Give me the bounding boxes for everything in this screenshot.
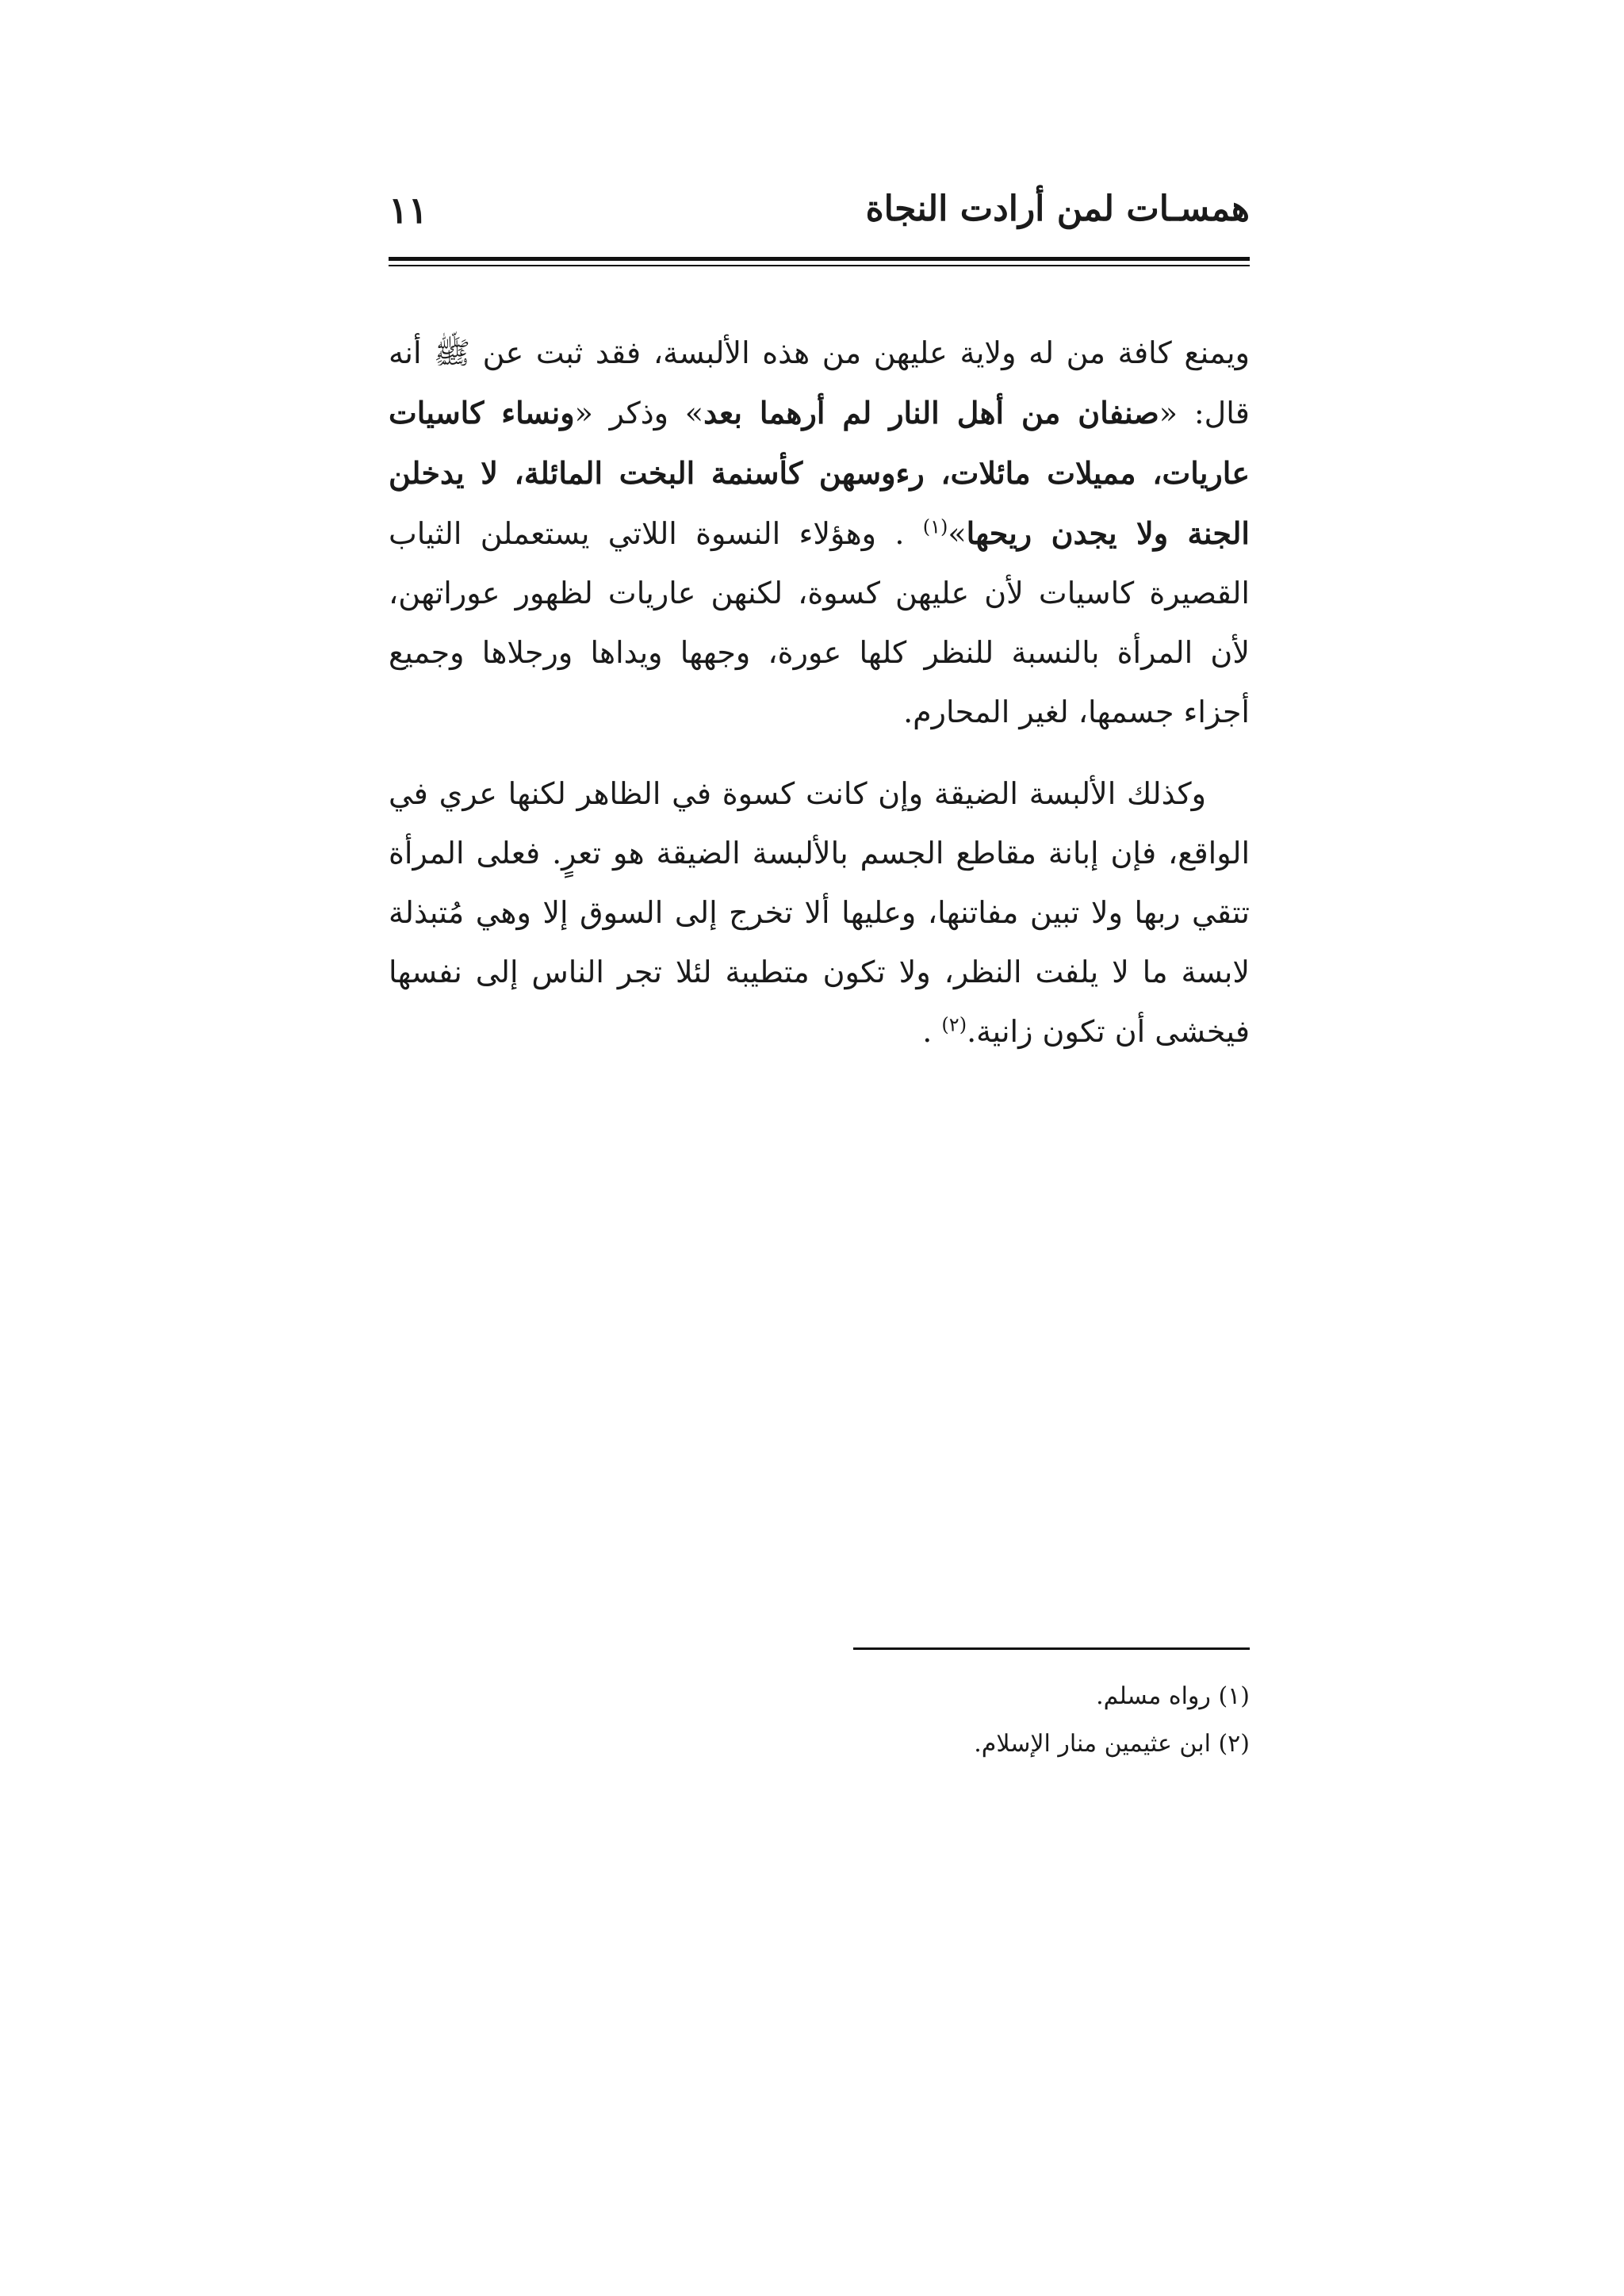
- paragraph-2-end: .: [922, 1014, 942, 1049]
- page-header: [389, 181, 1250, 260]
- paragraph-1: [389, 323, 1250, 742]
- paragraph-2: [389, 764, 1250, 1062]
- paragraph-2-text: وكذلك الألبسة الضيقة وإن كانت كسوة في الظاهر لكنها عري في الواقع، فإن إبانة مقاطع الجسم بالألبسة الضيقة هو تعرٍ. فعلى المرأة تتقي ربها ولا تبين مفاتنها، وعليها ألا تخرج إلى السوق إلا وهي مُتبذلة لابسة ما لا يلفت النظر، ولا تكون متطيبة لئلا تجر الناس إلى نفسها فيخشى أن تكون زانية.: [389, 776, 1250, 1049]
- header-rule-thin: [389, 265, 1250, 266]
- main-text: [389, 323, 1250, 1084]
- hadith-quote-2: ونساء كاسيات عاريات، مميلات مائلات، رءوسهن كأسنمة البخت المائلة، لا يدخلن الجنة ولا يجدن ريحها: [389, 395, 1250, 551]
- header-rule: [389, 257, 1250, 261]
- paragraph-1-explanation: . وهؤلاء النسوة اللاتي يستعملن الثياب القصيرة كاسيات لأن عليهن كسوة، لكنهن عاريات لظهور عوراتهن، لأن المرأة بالنسبة للنظر كلها عورة، وجهها ويداها ورجلاها وجميع أجزاء جسمها، لغير المحارم.: [389, 516, 1250, 729]
- footnote-ref-1: (١): [922, 515, 948, 538]
- paragraph-1-connector: » وذكر «: [574, 396, 704, 430]
- footnotes: [389, 1673, 1250, 1768]
- running-title: همسـات لمن أرادت النجاة: [865, 189, 1250, 229]
- footnote-separator: [853, 1647, 1250, 1650]
- footnote-1: (١) رواه مسلم.: [1096, 1682, 1250, 1710]
- footnote-ref-2: (٢): [941, 1013, 967, 1036]
- hadith-quote-1: صنفان من أهل النار لم أرهما بعد: [703, 395, 1159, 430]
- footnote-2: (٢) ابن عثيمين منار الإسلام.: [974, 1730, 1250, 1758]
- paragraph-1-intro: ويمنع كافة من له ولاية عليهن من هذه الألبسة، فقد ثبت عن ﷺ أنه قال: «: [389, 335, 1250, 430]
- closing-quote-mark: »: [948, 516, 967, 551]
- page-number: ١١: [389, 189, 428, 232]
